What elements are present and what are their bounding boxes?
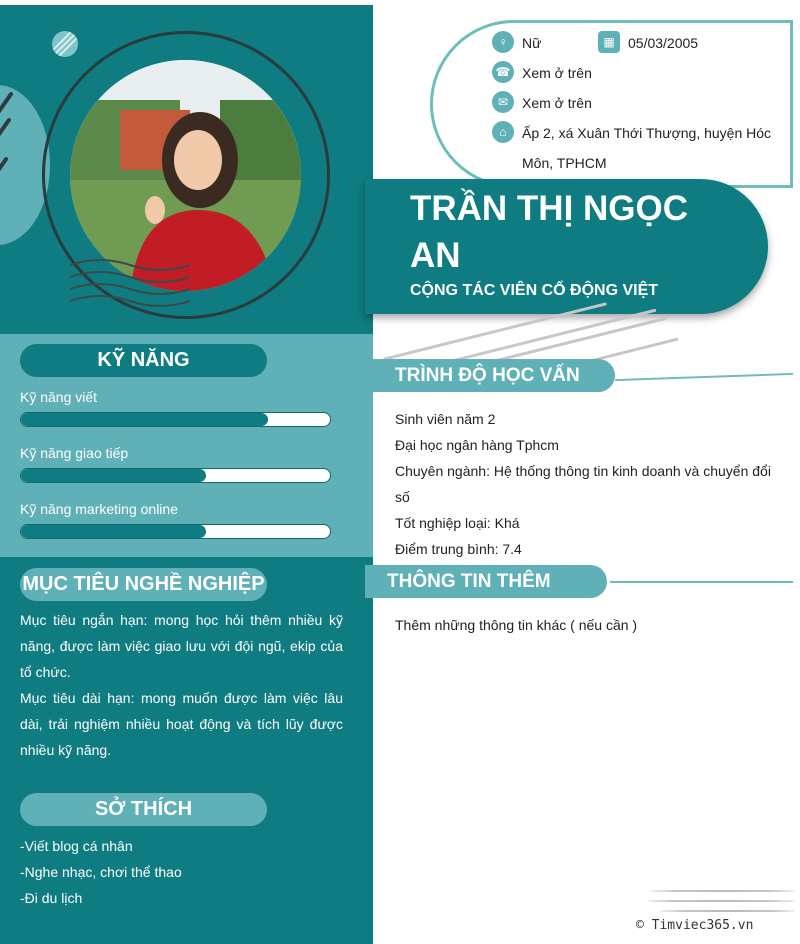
name-line: AN (410, 236, 461, 275)
hobby-item: -Viết blog cá nhân (20, 838, 133, 854)
skills-section (0, 334, 373, 557)
name-line: TRẦN THỊ NGỌC (410, 189, 689, 228)
career-title: MỤC TIÊU NGHỀ NGHIỆP (20, 568, 267, 601)
gender-text: Nữ (522, 35, 542, 51)
email-text: Xem ở trên (522, 95, 592, 111)
skill-bar (20, 524, 331, 539)
hobbies-list (20, 833, 182, 911)
skill-bar (20, 468, 331, 483)
education-line: Sinh viên năm 2 (395, 411, 496, 427)
section-line (615, 373, 793, 381)
career-hobby-panel (0, 557, 373, 944)
education-line: Điểm trung bình: 7.4 (395, 541, 522, 557)
skills-title: KỸ NĂNG (20, 344, 267, 377)
skill-bar (20, 412, 331, 427)
hobby-item: -Nghe nhạc, chơi thể thao (20, 864, 182, 880)
skill-label: Kỹ năng giao tiếp (20, 445, 129, 461)
address-line1: Ấp 2, xá Xuân Thới Thượng, huyện Hóc (522, 125, 772, 141)
copyright: © Timviec365.vn (636, 918, 754, 933)
skill-bar-fill (21, 413, 268, 426)
mail-icon: ✉ (492, 91, 514, 113)
birthday-text: 05/03/2005 (628, 35, 699, 51)
education-content (395, 406, 780, 562)
section-line (610, 581, 793, 583)
decorative-waves (70, 245, 190, 315)
phone-icon: ☎ (492, 61, 514, 83)
skill-bar-fill (21, 525, 206, 538)
skill-label: Kỹ năng marketing online (20, 501, 178, 517)
calendar-icon: ▦ (598, 31, 620, 53)
education-line: Đại học ngân hàng Tphcm (395, 437, 559, 453)
education-line: Tốt nghiệp loại: Khá (395, 515, 520, 531)
career-long-term: Mục tiêu dài hạn: mong muốn được làm việc lâu dài, trải nghiệm nhiều hoạt động và tích lũy được nhiều kỹ năng. (20, 690, 343, 758)
extra-info-text: Thêm những thông tin khác ( nếu cần ) (395, 617, 638, 633)
extra-info-title: THÔNG TIN THÊM (365, 565, 607, 598)
decorative-dot (52, 31, 78, 57)
education-line: Chuyên ngành: Hệ thống thông tin kinh doanh và chuyển đổi số (395, 463, 771, 505)
profile-header-panel (0, 5, 373, 334)
skill-bar-fill (21, 469, 206, 482)
address-line2: Môn, TPHCM (522, 155, 607, 171)
career-short-term: Mục tiêu ngắn hạn: mong học hỏi thêm nhiều kỹ năng, được làm việc giao lưu với đội ngũ, ekip của tổ chức. (20, 612, 343, 680)
skill-label: Kỹ năng viết (20, 389, 98, 405)
hobby-item: -Đi du lịch (20, 890, 83, 906)
home-icon: ⌂ (492, 121, 514, 143)
gender-icon: ♀ (492, 31, 514, 53)
job-title: CỘNG TÁC VIÊN CỔ ĐỘNG VIỆT (410, 282, 659, 299)
hobbies-title: SỞ THÍCH (20, 793, 267, 826)
full-name (410, 185, 710, 279)
phone-text: Xem ở trên (522, 65, 592, 81)
education-title: TRÌNH ĐỘ HỌC VẤN (373, 359, 615, 392)
